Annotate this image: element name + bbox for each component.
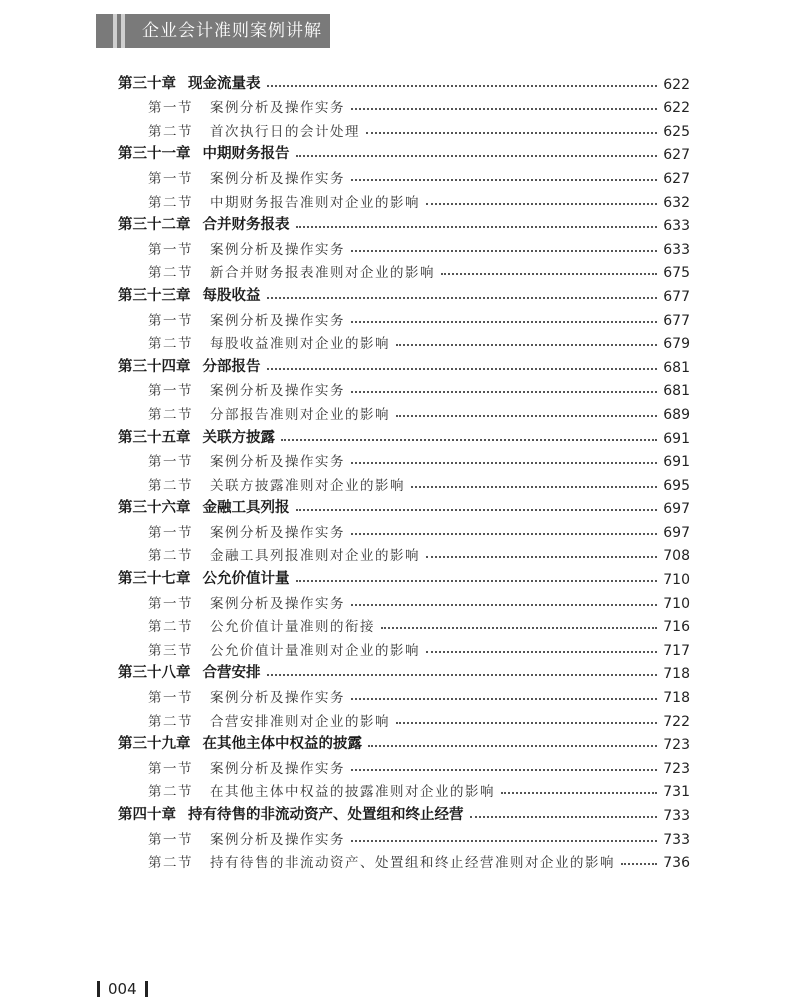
entry-number: 第二节 <box>148 548 193 565</box>
entry-title: 案例分析及操作实务 <box>210 312 345 329</box>
entry-page-number: 733 <box>663 808 690 824</box>
entry-title: 分部报告准则对企业的影响 <box>210 406 390 423</box>
dot-leader <box>426 556 657 558</box>
entry-page-number: 717 <box>663 642 690 659</box>
dot-leader <box>396 415 657 417</box>
toc-section-entry[interactable] <box>118 635 690 659</box>
entry-page-number: 632 <box>663 194 690 211</box>
entry-page-number: 627 <box>663 170 690 187</box>
entry-number: 第三十三章 <box>118 287 191 304</box>
toc-section-entry[interactable] <box>118 682 690 706</box>
entry-title: 案例分析及操作实务 <box>210 383 345 400</box>
entry-page-number: 722 <box>663 713 690 730</box>
entry-number: 第二节 <box>148 619 193 636</box>
entry-title: 持有待售的非流动资产、处置组和终止经营 <box>188 807 464 823</box>
entry-title: 现金流量表 <box>188 75 261 92</box>
entry-title: 案例分析及操作实务 <box>210 170 345 187</box>
entry-number: 第三十六章 <box>118 500 191 517</box>
entry-number: 第一节 <box>148 831 193 848</box>
dot-leader <box>426 651 657 653</box>
toc-chapter-entry[interactable] <box>118 494 690 518</box>
dot-leader <box>351 604 657 606</box>
dot-leader <box>351 108 657 110</box>
dot-leader <box>351 533 657 535</box>
entry-title: 关联方披露准则对企业的影响 <box>210 477 405 494</box>
entry-page-number: 723 <box>663 760 690 777</box>
toc-chapter-entry[interactable] <box>118 659 690 683</box>
entry-page-number: 716 <box>663 619 690 636</box>
entry-number: 第三十七章 <box>118 571 191 588</box>
toc-section-entry[interactable] <box>118 541 690 565</box>
dot-leader <box>296 226 658 228</box>
entry-page-number: 681 <box>663 359 690 376</box>
dot-leader <box>296 155 658 157</box>
entry-page-number: 691 <box>663 430 690 447</box>
dot-leader <box>426 203 657 205</box>
dot-leader <box>621 863 657 865</box>
toc-section-entry[interactable] <box>118 305 690 329</box>
entry-number: 第一节 <box>148 312 193 329</box>
toc-section-entry[interactable] <box>118 612 690 636</box>
entry-number: 第一节 <box>148 170 193 187</box>
toc-chapter-entry[interactable] <box>118 564 690 588</box>
toc-chapter-entry[interactable] <box>118 140 690 164</box>
dot-leader <box>267 85 658 87</box>
entry-page-number: 697 <box>663 501 690 518</box>
dot-leader <box>470 816 658 818</box>
entry-page-number: 681 <box>663 383 690 400</box>
entry-number: 第三十四章 <box>118 358 191 375</box>
toc-chapter-entry[interactable] <box>118 423 690 447</box>
entry-number: 第二节 <box>148 477 193 494</box>
entry-title: 公允价值计量准则对企业的影响 <box>210 642 420 659</box>
entry-number: 第一节 <box>148 524 193 541</box>
entry-number: 第三十章 <box>118 75 176 92</box>
table-of-contents <box>118 69 690 871</box>
entry-number: 第一节 <box>148 760 193 777</box>
entry-page-number: 625 <box>663 123 690 140</box>
entry-number: 第一节 <box>148 383 193 400</box>
dot-leader <box>351 179 657 181</box>
entry-page-number: 675 <box>663 265 690 282</box>
dot-leader <box>368 745 657 747</box>
entry-number: 第二节 <box>148 194 193 211</box>
entry-number: 第三十一章 <box>118 146 191 163</box>
toc-section-entry[interactable] <box>118 376 690 400</box>
toc-section-entry[interactable] <box>118 329 690 353</box>
entry-page-number: 622 <box>663 100 690 117</box>
footer-bar-left <box>97 981 100 997</box>
entry-number: 第二节 <box>148 265 193 282</box>
entry-number: 第三节 <box>148 642 193 659</box>
page-number: 004 <box>108 980 137 998</box>
dot-leader <box>396 344 657 346</box>
toc-section-entry[interactable] <box>118 777 690 801</box>
entry-title: 关联方披露 <box>202 429 275 446</box>
entry-page-number: 736 <box>663 855 690 872</box>
entry-page-number: 679 <box>663 336 690 353</box>
entry-title: 每股收益 <box>202 287 261 304</box>
entry-page-number: 689 <box>663 406 690 423</box>
toc-chapter-entry[interactable] <box>118 352 690 376</box>
entry-number: 第二节 <box>148 855 193 872</box>
entry-number: 第一节 <box>148 595 193 612</box>
header-stripe <box>121 14 125 48</box>
entry-number: 第三十八章 <box>118 665 191 682</box>
entry-number: 第三十九章 <box>118 736 191 753</box>
entry-title: 在其他主体中权益的披露 <box>202 736 362 753</box>
entry-page-number: 633 <box>663 241 690 258</box>
entry-number: 第一节 <box>148 454 193 471</box>
toc-chapter-entry[interactable] <box>118 800 690 824</box>
footer-bar-right <box>145 981 148 997</box>
dot-leader <box>351 250 657 252</box>
dot-leader <box>441 273 657 275</box>
entry-title: 公允价值计量准则的衔接 <box>210 619 375 636</box>
entry-number: 第一节 <box>148 241 193 258</box>
entry-title: 案例分析及操作实务 <box>210 100 345 117</box>
book-title: 企业会计准则案例讲解 <box>142 21 322 41</box>
entry-page-number: 627 <box>663 147 690 164</box>
toc-section-entry[interactable] <box>118 517 690 541</box>
entry-page-number: 723 <box>663 737 690 754</box>
entry-page-number: 691 <box>663 454 690 471</box>
entry-title: 案例分析及操作实务 <box>210 454 345 471</box>
toc-section-entry[interactable] <box>118 234 690 258</box>
dot-leader <box>296 509 658 511</box>
header-stripe <box>113 14 117 48</box>
entry-title: 合并财务报表 <box>202 217 290 234</box>
dot-leader <box>281 439 657 441</box>
entry-page-number: 710 <box>663 595 690 612</box>
dot-leader <box>351 321 657 323</box>
dot-leader <box>267 674 658 676</box>
entry-page-number: 731 <box>663 784 690 801</box>
toc-section-entry[interactable] <box>118 848 690 872</box>
toc-chapter-entry[interactable] <box>118 69 690 93</box>
dot-leader <box>267 368 658 370</box>
entry-page-number: 622 <box>663 76 690 93</box>
toc-section-entry[interactable] <box>118 588 690 612</box>
entry-number: 第一节 <box>148 100 193 117</box>
entry-page-number: 718 <box>663 666 690 683</box>
entry-number: 第一节 <box>148 690 193 707</box>
toc-section-entry[interactable] <box>118 399 690 423</box>
entry-number: 第四十章 <box>118 807 176 823</box>
entry-page-number: 697 <box>663 524 690 541</box>
dot-leader <box>351 840 657 842</box>
dot-leader <box>351 462 657 464</box>
dot-leader <box>381 627 657 629</box>
entry-number: 第二节 <box>148 336 193 353</box>
dot-leader <box>267 297 658 299</box>
toc-chapter-entry[interactable] <box>118 211 690 235</box>
entry-title: 案例分析及操作实务 <box>210 524 345 541</box>
dot-leader <box>411 486 657 488</box>
entry-title: 案例分析及操作实务 <box>210 241 345 258</box>
entry-page-number: 695 <box>663 477 690 494</box>
entry-title: 每股收益准则对企业的影响 <box>210 336 390 353</box>
entry-title: 金融工具列报 <box>202 500 290 517</box>
entry-title: 中期财务报告准则对企业的影响 <box>210 194 420 211</box>
page-footer <box>97 978 148 1000</box>
toc-section-entry[interactable] <box>118 706 690 730</box>
entry-page-number: 677 <box>663 312 690 329</box>
entry-title: 新合并财务报表准则对企业的影响 <box>210 265 435 282</box>
dot-leader <box>351 391 657 393</box>
entry-page-number: 708 <box>663 548 690 565</box>
entry-title: 中期财务报告 <box>202 146 290 163</box>
dot-leader <box>501 792 657 794</box>
toc-chapter-entry[interactable] <box>118 281 690 305</box>
entry-page-number: 718 <box>663 690 690 707</box>
entry-page-number: 710 <box>663 572 690 589</box>
entry-title: 分部报告 <box>202 358 261 375</box>
entry-title: 案例分析及操作实务 <box>210 690 345 707</box>
entry-number: 第三十二章 <box>118 217 191 234</box>
entry-number: 第二节 <box>148 406 193 423</box>
toc-section-entry[interactable] <box>118 470 690 494</box>
toc-section-entry[interactable] <box>118 824 690 848</box>
dot-leader <box>351 769 657 771</box>
entry-title: 持有待售的非流动资产、处置组和终止经营准则对企业的影响 <box>210 855 615 872</box>
toc-section-entry[interactable] <box>118 187 690 211</box>
toc-chapter-entry[interactable] <box>118 730 690 754</box>
toc-section-entry[interactable] <box>118 116 690 140</box>
toc-section-entry[interactable] <box>118 163 690 187</box>
entry-title: 公允价值计量 <box>202 571 290 588</box>
entry-number: 第三十五章 <box>118 429 191 446</box>
entry-title: 金融工具列报准则对企业的影响 <box>210 548 420 565</box>
dot-leader <box>296 580 658 582</box>
dot-leader <box>396 722 657 724</box>
toc-section-entry[interactable] <box>118 447 690 471</box>
entry-title: 案例分析及操作实务 <box>210 595 345 612</box>
toc-section-entry[interactable] <box>118 93 690 117</box>
entry-title: 首次执行日的会计处理 <box>210 123 360 140</box>
entry-title: 在其他主体中权益的披露准则对企业的影响 <box>210 784 495 801</box>
entry-title: 合营安排 <box>202 665 261 682</box>
entry-page-number: 733 <box>663 831 690 848</box>
dot-leader <box>351 698 657 700</box>
entry-number: 第二节 <box>148 713 193 730</box>
entry-title: 案例分析及操作实务 <box>210 831 345 848</box>
entry-title: 案例分析及操作实务 <box>210 760 345 777</box>
entry-number: 第二节 <box>148 784 193 801</box>
entry-number: 第二节 <box>148 123 193 140</box>
dot-leader <box>366 132 657 134</box>
entry-title: 合营安排准则对企业的影响 <box>210 713 390 730</box>
entry-page-number: 677 <box>663 288 690 305</box>
entry-page-number: 633 <box>663 218 690 235</box>
toc-section-entry[interactable] <box>118 258 690 282</box>
toc-section-entry[interactable] <box>118 753 690 777</box>
